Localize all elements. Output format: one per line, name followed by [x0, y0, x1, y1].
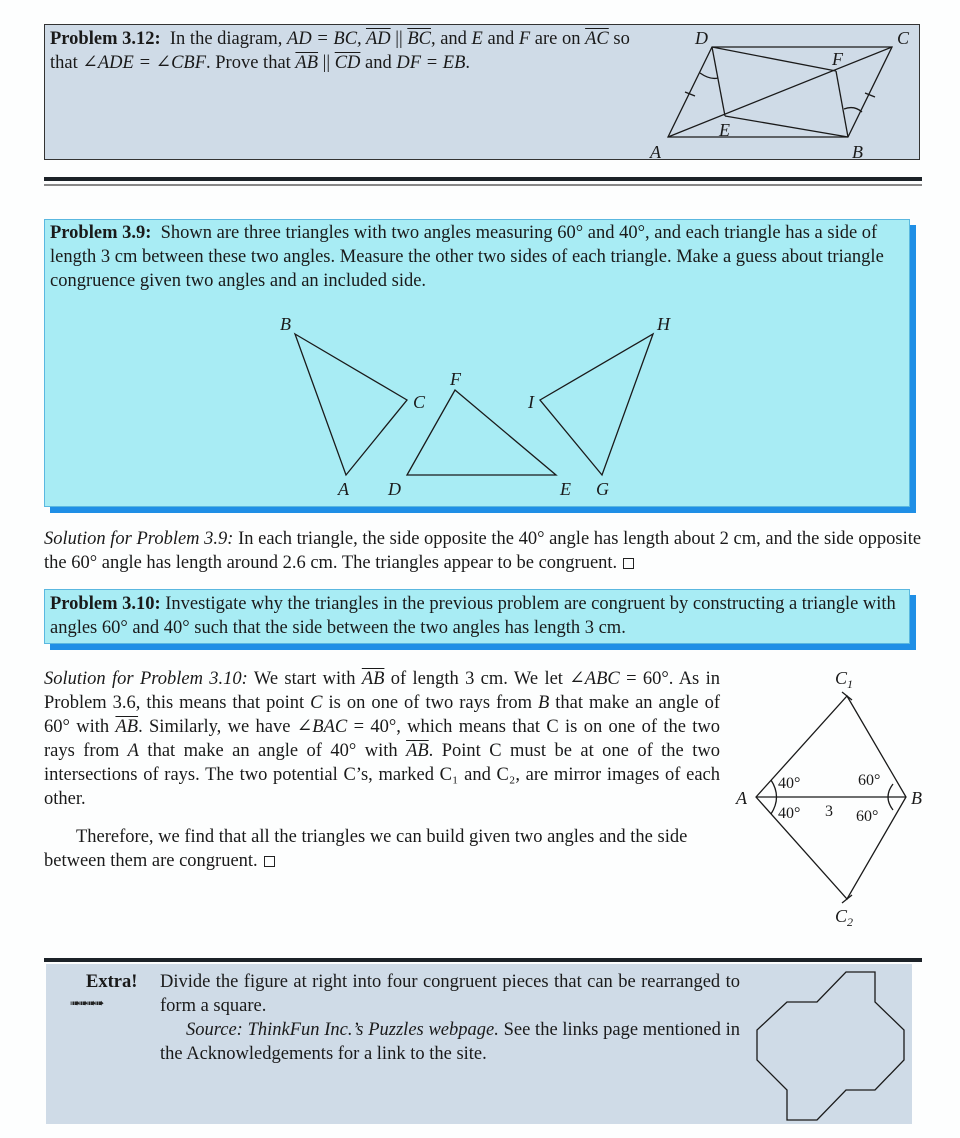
text: In the diagram, [169, 29, 288, 49]
problem-3-10-text [50, 592, 910, 640]
label-b: B [280, 314, 291, 334]
label-c: C [413, 392, 426, 412]
solution-3-10 [44, 667, 720, 811]
problem-body: Investigate why the triangles in the previous problem are congruent by constructing a triangle with angles 60° and 40° such that the side between the two angles has length 3 cm. [50, 594, 896, 638]
point-c: C [310, 693, 323, 713]
extra-label: Extra! [86, 972, 138, 992]
parallel: || [390, 29, 408, 49]
segment-ab: $\overline{AB}$ [115, 717, 139, 737]
segment-eb [725, 116, 848, 137]
label-f: F [450, 369, 461, 389]
problem-3-12-text [50, 27, 650, 75]
text: is on one of two rays from [322, 693, 538, 713]
problem-3-9-text [50, 221, 910, 293]
angle-mark [700, 73, 718, 78]
point-b: B [537, 693, 550, 713]
angle-mark [844, 108, 862, 112]
text: so that [50, 29, 630, 73]
text: . Point C must be at one of the two intersections of rays. The two potential C’s, marked C₁ and C₂, are mirror images of each other. [44, 741, 720, 809]
angle-a-upper: 40° [778, 775, 801, 792]
qed-icon [264, 856, 275, 867]
point-f: F [518, 29, 531, 49]
three-triangles-diagram [260, 305, 700, 505]
solution-label: Solution for Problem 3.10: [44, 669, 248, 689]
tick-mark [865, 93, 875, 97]
text: that make an angle of 40° with [138, 741, 407, 761]
source-text: See the links page mentioned in the Acknowledgements for a link to the site. [160, 1020, 740, 1064]
segment-ab: $\overline{AB}$ [295, 53, 319, 73]
triangle-ghi [540, 334, 653, 475]
parallel: || [318, 53, 335, 73]
problem-label: Problem 3.9: [50, 223, 152, 243]
segment-de [712, 47, 725, 116]
label-a: A [650, 142, 661, 162]
label-i: I [528, 392, 534, 412]
problem-label: Problem 3.12: [50, 29, 161, 49]
math: AD = BC, [287, 29, 366, 49]
segment-ab: $\overline{AB}$ [361, 669, 385, 689]
octagon-puzzle-shape [757, 972, 904, 1120]
label-c: C [897, 28, 910, 48]
arrows-icon: ➠➠➠➠ [70, 996, 103, 1010]
construction-diagram [730, 660, 930, 930]
triangle-abc [295, 334, 407, 475]
segment-ab: $\overline{AB}$ [406, 741, 429, 761]
point-e: E [471, 29, 483, 49]
segment-cd: $\overline{CD}$ [334, 53, 361, 73]
problem-label: Problem 3.10: [50, 594, 161, 614]
source-label: Source: ThinkFun Inc.’s Puzzles webpage. [186, 1020, 499, 1040]
label-d: D [388, 479, 401, 499]
label-e: E [560, 479, 571, 499]
angle-abc: ABC [584, 669, 620, 689]
label-e: E [719, 120, 730, 140]
text: and [360, 53, 397, 73]
label-h: H [657, 314, 670, 334]
text: are on [530, 29, 586, 49]
segment-df [712, 47, 836, 71]
label-f: F [832, 49, 843, 69]
solution-label: Solution for Problem 3.9: [44, 529, 234, 549]
label-c2: $C_2$ [835, 906, 854, 929]
extra-text [160, 970, 740, 1066]
text: that make an angle of 60° with [44, 693, 720, 737]
text: Therefore, we find that all the triangles we can build given two angles and the side between them are congruent. [44, 827, 688, 871]
label-b: B [852, 142, 863, 162]
segment-fb [836, 71, 848, 137]
label-a: A [736, 788, 747, 808]
cross-mark [842, 895, 852, 903]
problem-body: Shown are three triangles with two angles measuring 60° and 40°, and each triangle has a side of length 3 cm between these two angles. Measure the other two sides of each triangle. Make a guess about triangle congruence given two angles and an included side. [50, 223, 884, 291]
angle-b-upper: 60° [858, 772, 881, 789]
label-c1: $C_1$ [835, 668, 854, 691]
puzzle-figure [740, 960, 920, 1130]
parallelogram-diagram [640, 20, 930, 170]
cross-mark [842, 692, 852, 700]
text: We start with [253, 669, 362, 689]
text: = 60°. As in Problem 3.6, this means that point [44, 669, 720, 713]
text: . [465, 53, 470, 73]
solution-body: In each triangle, the side opposite the 40° angle has length about 2 cm, and the side opposite the 60° angle has length around 2.6 cm. The triangles appear to be congruent. [44, 529, 922, 573]
label-a: A [338, 479, 349, 499]
text: . Similarly, we have ∠ [138, 717, 313, 737]
solution-3-10-conclusion [44, 825, 720, 873]
label-b: B [911, 788, 922, 808]
math: ∠ADE = ∠CBF [82, 53, 207, 73]
angle-b-lower: 60° [856, 808, 879, 825]
section-rule [44, 177, 922, 181]
text: , and [430, 29, 472, 49]
text: and [482, 29, 519, 49]
segment-ac: $\overline{AC}$ [585, 29, 609, 49]
text: = 40°, which means that C is on one of the two rays from [44, 717, 720, 761]
angle-bac: BAC [312, 717, 348, 737]
text: . Prove that [206, 53, 296, 73]
label-d: D [695, 28, 708, 48]
side-length-label: 3 [825, 803, 833, 820]
math: DF = EB [396, 53, 466, 73]
angle-a-lower: 40° [778, 805, 801, 822]
point-a: A [127, 741, 139, 761]
segment-ad: $\overline{AD}$ [365, 29, 391, 49]
label-g: G [596, 479, 609, 499]
qed-icon [623, 558, 634, 569]
solution-3-9 [44, 527, 928, 575]
section-rule-thin [44, 184, 922, 186]
segment-bc: $\overline{BC}$ [407, 29, 431, 49]
text: of length 3 cm. We let ∠ [384, 669, 585, 689]
extra-body: Divide the figure at right into four congruent pieces that can be rearranged to form a square. [160, 972, 740, 1016]
